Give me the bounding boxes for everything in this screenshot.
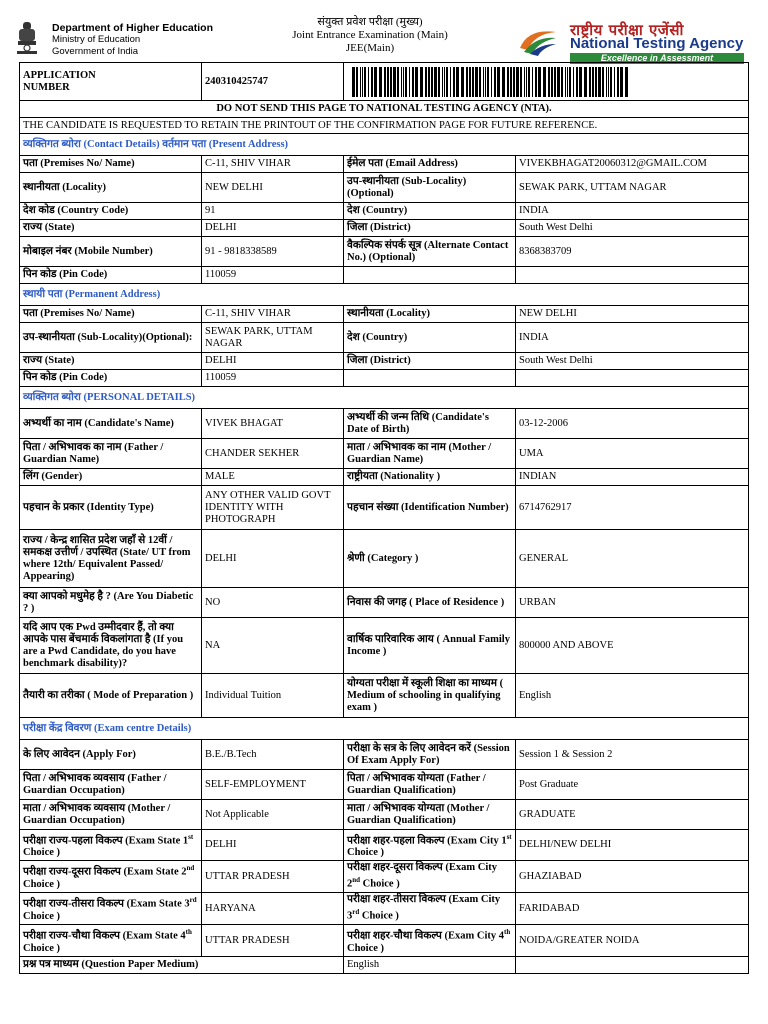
table-row [20,353,749,370]
table-row [20,957,749,974]
application-row [20,63,749,101]
field-value: VIVEK BHAGAT [202,409,344,439]
national-emblem-icon [14,20,40,56]
table-row [20,861,749,893]
field-value: NO [202,588,344,618]
field-value: DELHI [202,530,344,588]
field-value: INDIAN [516,469,749,486]
field-label: परीक्षा राज्य-पहला विकल्प (Exam State 1st Choice ) [20,830,202,861]
table-row [20,469,749,486]
field-value: 91 - 9818338589 [202,237,344,267]
field-label: राज्य (State) [20,220,202,237]
table-row [20,800,749,830]
field-label: यदि आप एक Pwd उम्मीदवार हैं, तो क्या आपके पास बेंचमार्क विकलांगता है (If you are a Pwd Candidate, do you have benchmark disability)? [20,618,202,674]
field-value: CHANDER SEKHER [202,439,344,469]
retain-notice: THE CANDIDATE IS REQUESTED TO RETAIN THE PRINTOUT OF THE CONFIRMATION PAGE FOR FUTURE REFERENCE. [20,118,749,134]
field-label: जिला (District) [344,353,516,370]
section-exam-centre: परीक्षा केंद्र विवरण (Exam centre Details) [20,718,749,740]
field-label: परीक्षा राज्य-चौथा विकल्प (Exam State 4th Choice ) [20,925,202,957]
table-row [20,306,749,323]
table-row [20,267,749,284]
table-row [20,323,749,353]
field-value: C-11, SHIV VIHAR [202,306,344,323]
field-value: INDIA [516,203,749,220]
field-label: परीक्षा शहर-पहला विकल्प (Exam City 1st Choice ) [344,830,516,861]
field-label: माता / अभिभावक का नाम (Mother / Guardian Name) [344,439,516,469]
field-label: परीक्षा राज्य-दूसरा विकल्प (Exam State 2nd Choice ) [20,861,202,893]
field-label: पहचान के प्रकार (Identity Type) [20,486,202,530]
empty-cell [516,957,749,974]
field-label: देश कोड (Country Code) [20,203,202,220]
field-label: राष्ट्रीयता (Nationality ) [344,469,516,486]
field-value: South West Delhi [516,353,749,370]
table-row [20,156,749,173]
table-row [20,439,749,469]
field-value: HARYANA [202,893,344,925]
field-value: VIVEKBHAGAT20060312@GMAIL.COM [516,156,749,173]
table-row [20,674,749,718]
table-row [20,740,749,770]
field-label: वार्षिक पारिवारिक आय ( Annual Family Income ) [344,618,516,674]
field-value: SEWAK PARK, UTTAM NAGAR [516,173,749,203]
field-value: 110059 [202,267,344,284]
nta-logo [516,20,746,63]
section-permanent-address: स्थायी पता (Permanent Address) [20,284,749,306]
field-label: अभ्यर्थी की जन्म तिथि (Candidate's Date of Birth) [344,409,516,439]
exam-title-block [250,16,490,55]
field-label: मोबाइल नंबर (Mobile Number) [20,237,202,267]
table-row [20,588,749,618]
table-row [20,893,749,925]
field-label: देश (Country) [344,323,516,353]
field-value: NEW DELHI [202,173,344,203]
table-row [20,370,749,387]
application-number-value: 240310425747 [202,63,344,101]
field-label: के लिए आवेदन (Apply For) [20,740,202,770]
field-value: GENERAL [516,530,749,588]
table-row [20,770,749,800]
field-label: माता / अभिभावक व्यवसाय (Mother / Guardian Occupation) [20,800,202,830]
application-number-label: APPLICATION NUMBER [20,63,202,101]
field-value: GHAZIABAD [516,861,749,893]
field-value: South West Delhi [516,220,749,237]
field-label: परीक्षा शहर-चौथा विकल्प (Exam City 4th Choice ) [344,925,516,957]
nta-name-hindi: राष्ट्रीय परीक्षा एजेंसी [570,21,684,39]
field-value: NOIDA/GREATER NOIDA [516,925,749,957]
table-row [20,830,749,861]
field-value: DELHI [202,220,344,237]
field-label: श्रेणी (Category ) [344,530,516,588]
empty-cell [516,267,749,284]
table-row [20,173,749,203]
field-value: NEW DELHI [516,306,749,323]
field-value: Individual Tuition [202,674,344,718]
nta-logo-icon [518,26,558,56]
field-value: Not Applicable [202,800,344,830]
field-label: पिता / अभिभावक व्यवसाय (Father / Guardian Occupation) [20,770,202,800]
field-label: अभ्यर्थी का नाम (Candidate's Name) [20,409,202,439]
field-value: 6714762917 [516,486,749,530]
field-value: Post Graduate [516,770,749,800]
field-label: राज्य / केन्द्र शासित प्रदेश जहाँ से 12वीं / समकक्ष उत्तीर्ण / उपस्थित (State/ UT from where 12th/ Equivalent Passed/ Appearing) [20,530,202,588]
field-value: B.E./B.Tech [202,740,344,770]
field-label: निवास की जगह ( Place of Residence ) [344,588,516,618]
field-label: पिन कोड (Pin Code) [20,370,202,387]
barcode-cell [344,63,749,101]
field-label: परीक्षा शहर-दूसरा विकल्प (Exam City 2nd Choice ) [344,861,516,893]
field-value: 800000 AND ABOVE [516,618,749,674]
table-row [20,530,749,588]
table-row [20,618,749,674]
field-label: ईमेल पता (Email Address) [344,156,516,173]
field-value: GRADUATE [516,800,749,830]
page-header [0,0,768,62]
field-value: NA [202,618,344,674]
field-label: जिला (District) [344,220,516,237]
table-row [20,486,749,530]
government-name: Government of India [52,46,139,57]
field-value: DELHI [202,830,344,861]
field-label: तैयारी का तरीका ( Mode of Preparation ) [20,674,202,718]
department-block [52,22,213,58]
field-value: URBAN [516,588,749,618]
field-value: UMA [516,439,749,469]
table-row [20,925,749,957]
field-value: 110059 [202,370,344,387]
field-label: परीक्षा राज्य-तीसरा विकल्प (Exam State 3rd Choice ) [20,893,202,925]
do-not-send-notice: DO NOT SEND THIS PAGE TO NATIONAL TESTING AGENCY (NTA). [20,101,749,118]
field-label: योग्यता परीक्षा में स्कूली शिक्षा का माध्यम ( Medium of schooling in qualifying exam ) [344,674,516,718]
field-value: DELHI [202,353,344,370]
field-value: 91 [202,203,344,220]
field-label: वैकल्पिक संपर्क सूत्र (Alternate Contact No.) (Optional) [344,237,516,267]
field-value: SELF-EMPLOYMENT [202,770,344,800]
nta-tagline: Excellence in Assessment [570,53,744,64]
field-value: 03-12-2006 [516,409,749,439]
field-value: C-11, SHIV VIHAR [202,156,344,173]
table-row [20,220,749,237]
field-label: लिंग (Gender) [20,469,202,486]
barcode-icon [352,67,632,97]
exam-title-short: JEE(Main) [345,42,395,54]
field-label: पिता / अभिभावक का नाम (Father / Guardian Name) [20,439,202,469]
field-value: Session 1 & Session 2 [516,740,749,770]
field-label: परीक्षा शहर-तीसरा विकल्प (Exam City 3rd Choice ) [344,893,516,925]
field-value: UTTAR PRADESH [202,925,344,957]
field-value: MALE [202,469,344,486]
field-value: INDIA [516,323,749,353]
field-label: राज्य (State) [20,353,202,370]
field-value: DELHI/NEW DELHI [516,830,749,861]
field-label: उप-स्थानीयता (Sub-Locality)(Optional): [20,323,202,353]
table-row [20,203,749,220]
field-value: SEWAK PARK, UTTAM NAGAR [202,323,344,353]
ministry-name: Ministry of Education [52,34,141,45]
field-value: English [516,674,749,718]
exam-title-hindi: संयुक्त प्रवेश परीक्षा (मुख्य) [317,16,423,28]
dept-name: Department of Higher Education [52,22,214,34]
empty-cell [516,370,749,387]
field-label: माता / अभिभावक योग्यता (Mother / Guardian Qualification) [344,800,516,830]
field-value: English [344,957,516,974]
field-label: पता (Premises No/ Name) [20,306,202,323]
table-row [20,409,749,439]
confirmation-table [19,62,749,974]
field-label: प्रश्न पत्र माध्यम (Question Paper Medium) [20,957,344,974]
field-label: उप-स्थानीयता (Sub-Locality)(Optional) [344,173,516,203]
field-label: स्थानीयता (Locality) [20,173,202,203]
field-value: FARIDABAD [516,893,749,925]
field-label: स्थानीयता (Locality) [344,306,516,323]
field-label: देश (Country) [344,203,516,220]
nta-name-english: National Testing Agency [570,35,744,52]
section-present-address: व्यक्तिगत ब्योरा (Contact Details) वर्तमान पता (Present Address) [20,134,749,156]
field-label: पिता / अभिभावक योग्यता (Father / Guardian Qualification) [344,770,516,800]
field-label: पता (Premises No/ Name) [20,156,202,173]
field-label: पिन कोड (Pin Code) [20,267,202,284]
empty-cell [344,267,516,284]
field-label: परीक्षा के सत्र के लिए आवेदन करें (Session Of Exam Apply For) [344,740,516,770]
field-value: ANY OTHER VALID GOVT IDENTITY WITH PHOTOGRAPH [202,486,344,530]
field-label: क्या आपको मधुमेह है ? (Are You Diabetic ? ) [20,588,202,618]
exam-title-english: Joint Entrance Examination (Main) [292,29,448,41]
field-label: पहचान संख्या (Identification Number) [344,486,516,530]
field-value: UTTAR PRADESH [202,861,344,893]
empty-cell [344,370,516,387]
section-personal-details: व्यक्तिगत ब्योरा (PERSONAL DETAILS) [20,387,749,409]
field-value: 8368383709 [516,237,749,267]
table-row [20,237,749,267]
